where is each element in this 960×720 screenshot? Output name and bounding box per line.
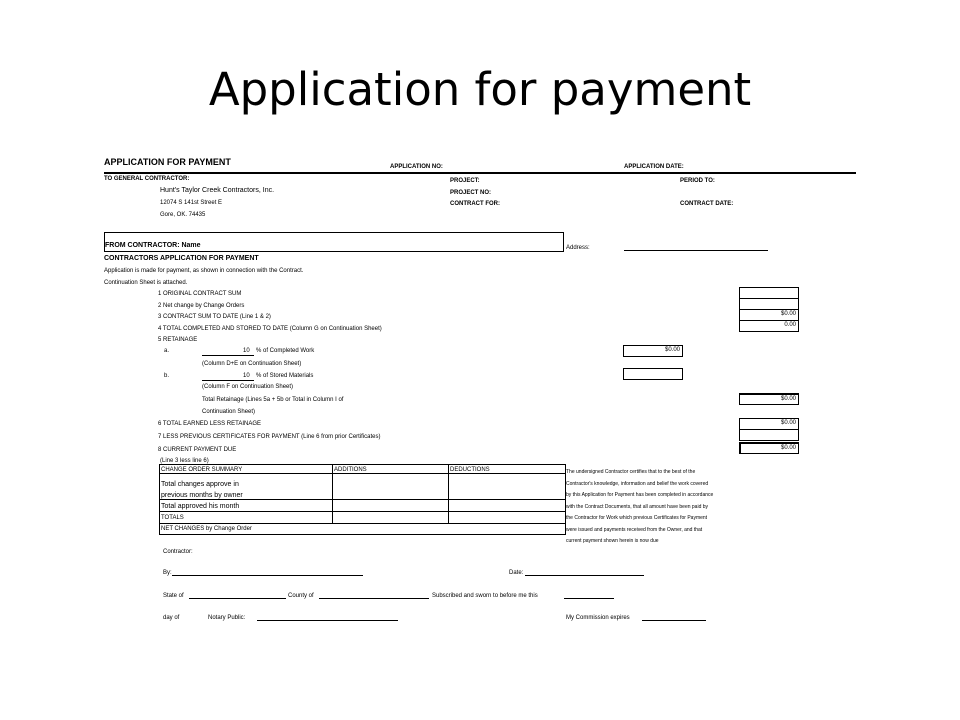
line-5a-value-cell: $0.00 — [623, 345, 683, 357]
intro-line-1: Application is made for payment, as shown in connection with the Contract. — [104, 268, 304, 274]
line-5b-sub: (Column F on Continuation Sheet) — [202, 384, 294, 390]
line-3-label: 3 CONTRACT SUM TO DATE (Line 1 & 2) — [158, 314, 271, 320]
line-5b-label: b. — [164, 373, 170, 379]
line-5a-blank — [202, 355, 254, 356]
from-contractor-label: FROM CONTRACTOR: Name — [105, 242, 201, 249]
line-6-label: 6 TOTAL EARNED LESS RETAINAGE — [158, 421, 262, 427]
co-table-col-1 — [332, 464, 333, 523]
deductions-header: DEDUCTIONS — [450, 467, 490, 473]
co-totals: TOTALS — [161, 515, 184, 521]
state-of-label: State of — [163, 593, 184, 599]
address-line — [624, 250, 768, 251]
line-7-value-cell — [739, 429, 799, 441]
line-4-value-cell: 0.00 — [739, 320, 799, 332]
line-5b-pct: 10 — [243, 373, 250, 379]
commission-label: My Commission expires — [566, 615, 630, 621]
slide-title: Application for payment — [208, 63, 752, 116]
header-rule — [104, 172, 856, 174]
gc-city: Gore, OK. 74435 — [160, 212, 206, 218]
co-net-changes: NET CHANGES by Change Order — [161, 526, 252, 532]
cert-line-7: current payment shown herein is now due — [566, 538, 659, 544]
gc-street: 12074 S 141st Street E — [160, 200, 223, 206]
cert-line-4: with the Contract Documents, that all amount have been paid by — [566, 503, 709, 510]
co-table-row-3 — [159, 511, 566, 512]
cert-line-2: Contractor's knowledge, information and belief the work covered — [566, 480, 709, 487]
by-label: By: — [163, 570, 172, 576]
line-4-label: 4 TOTAL COMPLETED AND STORED TO DATE (Column G on Continuation Sheet) — [158, 326, 382, 332]
line-5a-sub: (Column D+E on Continuation Sheet) — [202, 361, 302, 367]
commission-line — [642, 620, 706, 621]
co-table-row-4 — [159, 523, 566, 524]
state-line — [189, 598, 286, 599]
contract-for-label: CONTRACT FOR: — [450, 201, 500, 207]
line-5a-text: % of Completed Work — [256, 348, 315, 354]
county-line — [319, 598, 429, 599]
line-5b-blank — [202, 380, 254, 381]
subscribed-label: Subscribed and sworn to before me this — [432, 593, 538, 599]
line-6-value-cell: $0.00 — [739, 418, 799, 430]
line-8-value-cell: $0.00 — [739, 442, 799, 454]
cert-line-3: by this Application for Payment has been completed in accordance — [566, 492, 714, 498]
period-to-label: PERIOD TO: — [680, 178, 715, 184]
contract-date-label: CONTRACT DATE: — [680, 201, 734, 207]
line-5-label: 5 RETAINAGE — [158, 337, 198, 343]
co-table-top — [159, 464, 566, 465]
co-table-col-2 — [448, 464, 449, 523]
line-5b-text: % of Stored Materials — [256, 373, 314, 379]
project-label: PROJECT: — [450, 178, 480, 184]
subscribed-line — [564, 598, 614, 599]
date-line — [525, 575, 644, 576]
day-of-label: day of — [163, 615, 180, 621]
certification-text — [566, 467, 713, 548]
form-heading: APPLICATION FOR PAYMENT — [104, 157, 231, 167]
from-box-top — [104, 232, 564, 233]
notary-line — [257, 620, 398, 621]
intro-line-2: Continuation Sheet is attached. — [104, 280, 188, 286]
co-prev-1: Total changes approve in — [161, 481, 239, 488]
line-8-label: 8 CURRENT PAYMENT DUE — [158, 447, 237, 453]
line-8-sub: (Line 3 less line 6) — [160, 458, 209, 464]
contractor-sig-label: Contractor: — [163, 549, 193, 555]
contractors-app-heading: CONTRACTORS APPLICATION FOR PAYMENT — [104, 255, 259, 262]
gc-name: Hunt's Taylor Creek Contractors, Inc. — [160, 187, 275, 194]
from-box-bottom — [104, 251, 564, 252]
co-table-bottom — [159, 534, 566, 535]
application-date-label: APPLICATION DATE: — [624, 164, 684, 170]
total-retainage-label-2: Continuation Sheet) — [202, 409, 256, 415]
total-retainage-value-cell: $0.00 — [739, 393, 799, 405]
cert-line-6: were issued and payments received from the Owner, and that — [566, 526, 703, 533]
notary-label: Notary Public: — [208, 615, 246, 621]
project-no-label: PROJECT NO: — [450, 190, 492, 196]
co-month: Total approved his month — [161, 503, 240, 510]
line-5a-label: a. — [164, 348, 170, 354]
from-box-right — [563, 232, 564, 251]
line-3-value-cell: $0.00 — [739, 309, 799, 321]
line-5b-value-cell — [623, 368, 683, 380]
application-no-label: APPLICATION NO: — [390, 164, 443, 170]
co-prev-2: previous months by owner — [161, 492, 243, 499]
co-table-left — [159, 464, 160, 535]
line-5a-pct: 10 — [243, 348, 250, 354]
total-retainage-label-1: Total Retainage (Lines 5a + 5b or Total in Column I of — [202, 397, 344, 403]
county-of-label: County of — [288, 593, 314, 599]
co-summary-header: CHANGE ORDER SUMMARY — [161, 467, 243, 473]
cert-line-5: the Contractor for Work which previous Certificates for Payment — [566, 515, 708, 521]
to-gc-label: TO GENERAL CONTRACTOR: — [104, 176, 190, 182]
date-label: Date: — [509, 570, 524, 576]
line-7-label: 7 LESS PREVIOUS CERTIFICATES FOR PAYMENT (Line 6 from prior Certificates) — [158, 434, 381, 440]
additions-header: ADDITIONS — [334, 467, 367, 473]
address-label: Address: — [566, 245, 590, 251]
cert-line-1: The undersigned Contractor certifies that to the best of the — [566, 469, 696, 475]
line-2-label: 2 Net change by Change Orders — [158, 303, 245, 309]
line-1-label: 1 ORIGINAL CONTRACT SUM — [158, 291, 242, 297]
by-line — [172, 575, 363, 576]
